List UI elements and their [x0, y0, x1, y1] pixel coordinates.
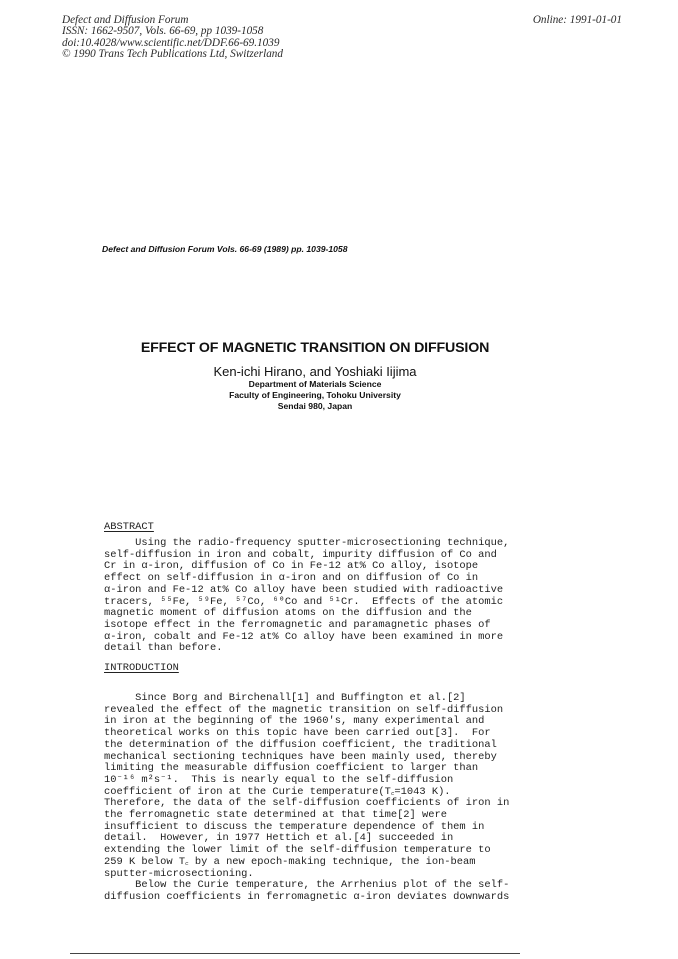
affiliation-faculty: Faculty of Engineering, Tohoku University: [229, 389, 401, 400]
abstract-line: effect on self-diffusion in α-iron and on diffusion of Co in: [104, 572, 479, 585]
intro-line: coefficient of iron at the Curie temperature(T꜀=1043 K).: [104, 785, 451, 798]
abstract-line: tracers, ⁵⁵Fe, ⁵⁹Fe, ⁵⁷Co, ⁶⁰Co and ⁵¹Cr. Effects of the atomic: [104, 595, 504, 608]
intro-line: Since Borg and Birchenall[1] and Buffington et al.[2]: [104, 692, 466, 704]
intro-line: 259 K below T꜀ by a new epoch-making technique, the ion-beam: [104, 855, 476, 868]
intro-line: 10⁻¹⁶ m²s⁻¹. This is nearly equal to the self-diffusion: [104, 773, 454, 786]
abstract-heading: ABSTRACT: [104, 521, 154, 533]
introduction-body: [104, 693, 509, 904]
issn-line: ISSN: 1662-9507, Vols. 66-69, pp 1039-1058: [62, 25, 264, 38]
intro-line: limiting the measurable diffusion coefficient to larger than: [104, 762, 479, 775]
online-date: Online: 1991-01-01: [532, 14, 622, 26]
intro-line: diffusion coefficients in ferromagnetic α-iron deviates downwards: [104, 890, 510, 903]
abstract-line: α-iron, cobalt and Fe-12 at% Co alloy have been examined in more: [104, 630, 504, 643]
abstract-line: magnetic moment of diffusion atoms on the diffusion and the: [104, 607, 472, 620]
introduction-section: [104, 662, 509, 904]
abstract-line: isotope effect in the ferromagnetic and paramagnetic phases of: [104, 618, 491, 631]
citation-line: Defect and Diffusion Forum Vols. 66-69 (1989) pp. 1039-1058: [102, 244, 348, 254]
intro-line: theoretical works on this topic have been carried out[3]. For: [104, 727, 491, 740]
intro-line: mechanical sectioning techniques have been mainly used, thereby: [104, 750, 497, 763]
intro-line: insufficient to discuss the temperature dependence of them in: [104, 820, 485, 833]
paper-authors: Ken-ichi Hirano, and Yoshiaki Iijima: [213, 364, 417, 379]
intro-line: Below the Curie temperature, the Arrhenius plot of the self-: [104, 879, 510, 892]
abstract-section: [104, 521, 509, 655]
copyright-line: © 1990 Trans Tech Publications Ltd, Switzerland: [62, 48, 283, 61]
footer-rule: [70, 953, 520, 954]
abstract-line: Cr in α-iron, diffusion of Co in Fe-12 at% Co alloy, isotope: [104, 560, 479, 573]
intro-line: the determination of the diffusion coefficient, the traditional: [104, 738, 497, 751]
journal-name: Defect and Diffusion Forum: [62, 14, 189, 26]
intro-line: Therefore, the data of the self-diffusion coefficients of iron in: [104, 797, 510, 810]
introduction-heading: INTRODUCTION: [104, 662, 179, 674]
affiliation-city: Sendai 980, Japan: [277, 400, 353, 411]
intro-line: revealed the effect of the magnetic transition on self-diffusion: [104, 703, 504, 716]
abstract-body: [104, 538, 509, 655]
abstract-line: Using the radio-frequency sputter-microsectioning technique,: [104, 537, 510, 549]
affiliation-department: Department of Materials Science: [248, 379, 382, 389]
journal-header: [62, 15, 283, 61]
intro-line: detail. However, in 1977 Hettich et al.[4] succeeded in: [104, 832, 454, 845]
affiliation-block: [0, 379, 630, 411]
abstract-line: self-diffusion in iron and cobalt, impurity diffusion of Co and: [104, 548, 497, 561]
intro-line: the ferromagnetic state determined at that time[2] were: [104, 809, 447, 822]
intro-line: in iron at the beginning of the 1960's, many experimental and: [104, 715, 485, 728]
paper-title: EFFECT OF MAGNETIC TRANSITION ON DIFFUSION: [140, 340, 490, 356]
abstract-line: detail than before.: [104, 642, 223, 655]
intro-line: sputter-microsectioning.: [104, 867, 254, 880]
doi-line[interactable]: doi:10.4028/www.scientific.net/DDF.66-69.1039: [62, 36, 280, 49]
abstract-line: α-iron and Fe-12 at% Co alloy have been studied with radioactive: [104, 583, 504, 596]
intro-line: extending the lower limit of the self-diffusion temperature to: [104, 844, 491, 857]
